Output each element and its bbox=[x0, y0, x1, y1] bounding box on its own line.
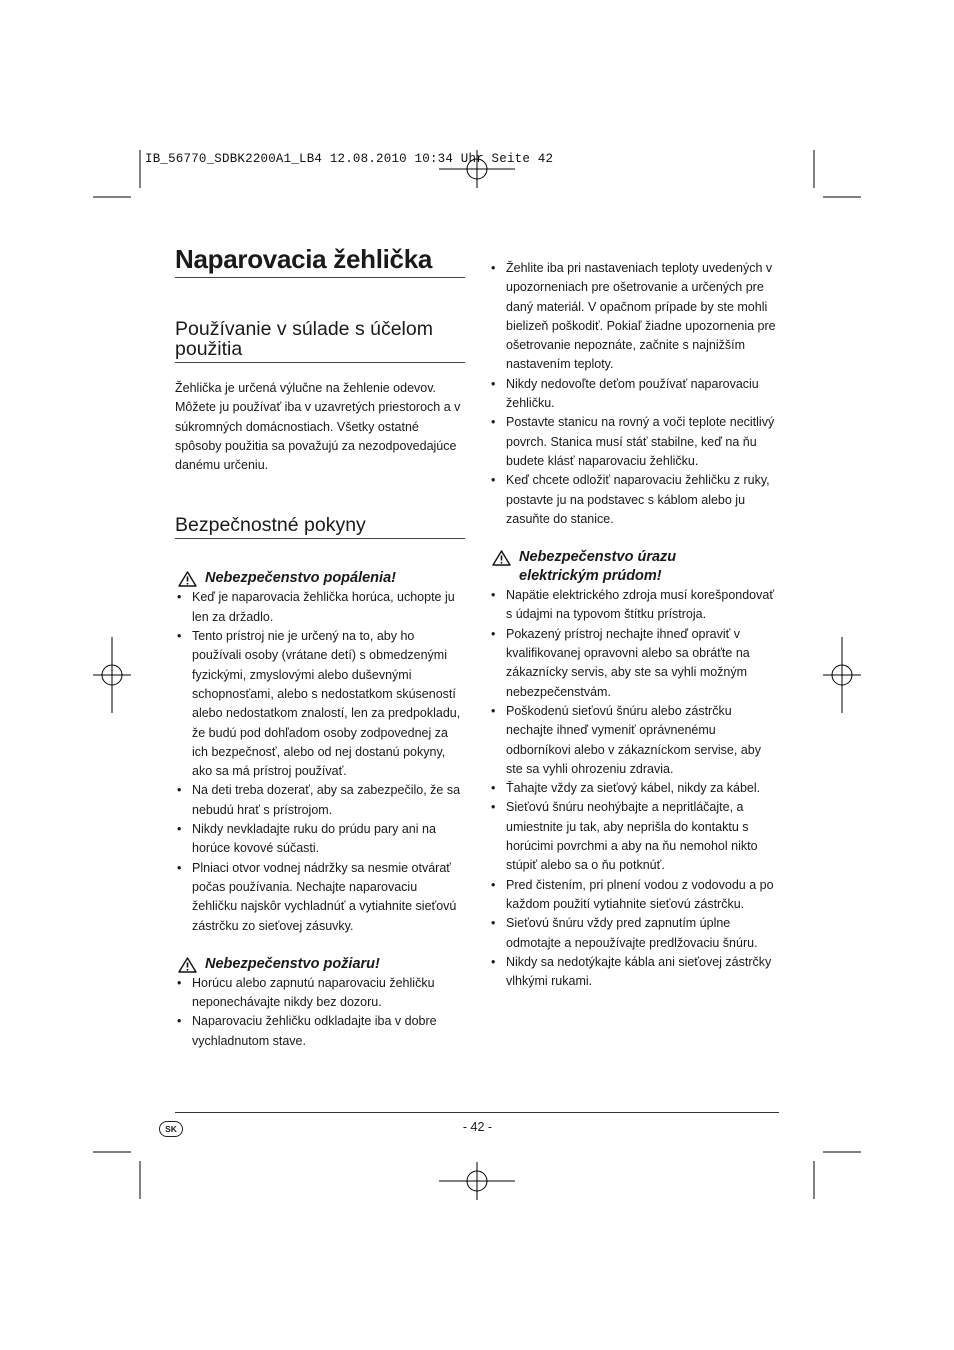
list-item: • Na deti treba dozerať, aby sa zabezpečilo, že sa nebudú hrať s prístrojom. bbox=[175, 781, 465, 820]
list-item: • Postavte stanicu na rovný a voči teplote necitlivý povrch. Stanica musí stáť stabilne, keď na ňu budete klásť naparovaciu žehličku. bbox=[489, 413, 780, 471]
general-safety-list bbox=[489, 259, 780, 529]
list-item: • Horúcu alebo zapnutú naparovaciu žehličku neponechávajte nikdy bez dozoru. bbox=[175, 974, 465, 1013]
electric-warning-list bbox=[489, 586, 780, 991]
language-badge: SK bbox=[159, 1121, 183, 1137]
list-item: • Tento prístroj nie je určený na to, aby ho používali osoby (vrátane detí) s obmedzenými fyzickými, zmyslovými alebo duševnými schopnosťami, alebo s nedostatkom skúseností alebo nedostatkom znalostí, len za predpokladu, že budú pod dohľadom osoby zodpovednej za ich bezpečnosť, alebo od nej dostanú pokyny, ako sa má prístroj používať. bbox=[175, 627, 465, 781]
right-column bbox=[489, 259, 780, 991]
burn-warning-list bbox=[175, 588, 465, 935]
list-item: • Poškodenú sieťovú šnúru alebo zástrčku nechajte ihneď vymeniť oprávnenému odborníkovi alebo v zákazníckom servise, aby ste sa vyhli ohrozeniu zdravia. bbox=[489, 702, 780, 779]
fire-warning-label: Nebezpečenstvo požiaru! bbox=[205, 955, 380, 972]
fire-warning-heading bbox=[175, 955, 465, 974]
list-item: • Žehlite iba pri nastaveniach teploty uvedených v upozorneniach pre ošetrovanie a určených pre daný materiál. V opačnom prípade by ste mohli bielizeň poškodiť. Pokiaľ žiadne upozornenia pre ošetrovanie nepoznáte, začnite s najnižším nastavením teploty. bbox=[489, 259, 780, 375]
intended-use-text: Žehlička je určená výlučne na žehlenie odevov. Môžete ju používať iba v uzavretých priestoroch a v súkromných domácnostiach. Všetky ostatné spôsoby použitia sa považujú za nezodpovedajúce danému určeniu. bbox=[175, 381, 461, 473]
list-item: • Pred čistením, pri plnení vodou z vodovodu a po každom použití vytiahnite sieťovú zástrčku. bbox=[489, 876, 780, 915]
list-item: • Plniaci otvor vodnej nádržky sa nesmie otvárať počas používania. Nechajte naparovaciu žehličku najskôr vychladnúť a vytiahnite sieťovú zástrčku zo sieťovej zásuvky. bbox=[175, 859, 465, 936]
list-item: • Keď chcete odložiť naparovaciu žehličku z ruky, postavte ju na podstavec s káblom alebo ju zasuňte do stanice. bbox=[489, 471, 780, 529]
list-item: • Sieťovú šnúru vždy pred zapnutím úplne odmotajte a nepoužívajte predlžovaciu šnúru. bbox=[489, 914, 780, 953]
safety-heading: Bezpečnostné pokyny bbox=[175, 515, 465, 539]
list-item: • Ťahajte vždy za sieťový kábel, nikdy za kábel. bbox=[489, 779, 780, 798]
print-slug: IB_56770_SDBK2200A1_LB4 12.08.2010 10:34 Uhr Seite 42 bbox=[145, 152, 554, 166]
burn-warning-heading bbox=[175, 569, 465, 588]
fire-warning-list bbox=[175, 974, 465, 1051]
list-item: • Nikdy nedovoľte deťom používať naparovaciu žehličku. bbox=[489, 375, 780, 414]
list-item: • Sieťovú šnúru neohýbajte a nepritláčajte, a umiestnite ju tak, aby neprišla do kontaktu s horúcimi povrchmi a aby na ňu nemohol nikto stúpiť alebo sa o ňu potknúť. bbox=[489, 798, 780, 875]
intended-use-heading: Používanie v súlade s účelom použitia bbox=[175, 319, 465, 363]
electric-warning-label-line2: elektrickým prúdom! bbox=[519, 568, 662, 585]
list-item: • Nikdy sa nedotýkajte kábla ani sieťovej zástrčky vlhkými rukami. bbox=[489, 953, 780, 992]
warning-triangle-icon bbox=[178, 571, 197, 587]
left-column bbox=[175, 244, 465, 1051]
footer-rule bbox=[175, 1112, 779, 1113]
page-number: - 42 - bbox=[462, 1120, 493, 1134]
list-item: • Nikdy nevkladajte ruku do prúdu pary ani na horúce kovové súčasti. bbox=[175, 820, 465, 859]
electric-warning-heading bbox=[489, 548, 780, 586]
page-title: Naparovacia žehlička bbox=[175, 244, 465, 278]
list-item: • Naparovaciu žehličku odkladajte iba v dobre vychladnutom stave. bbox=[175, 1012, 465, 1051]
list-item: • Napätie elektrického zdroja musí korešpondovať s údajmi na typovom štítku prístroja. bbox=[489, 586, 780, 625]
warning-triangle-icon bbox=[178, 957, 197, 973]
list-item: • Pokazený prístroj nechajte ihneď opraviť v kvalifikovanej opravovni alebo sa obráťte na zákaznícky servis, aby ste sa vyhli možným nebezpečenstvám. bbox=[489, 625, 780, 702]
electric-warning-label-line1: Nebezpečenstvo úrazu bbox=[519, 549, 677, 566]
warning-triangle-icon bbox=[492, 550, 511, 566]
burn-warning-label: Nebezpečenstvo popálenia! bbox=[205, 570, 396, 587]
list-item: • Keď je naparovacia žehlička horúca, uchopte ju len za držadlo. bbox=[175, 588, 465, 627]
